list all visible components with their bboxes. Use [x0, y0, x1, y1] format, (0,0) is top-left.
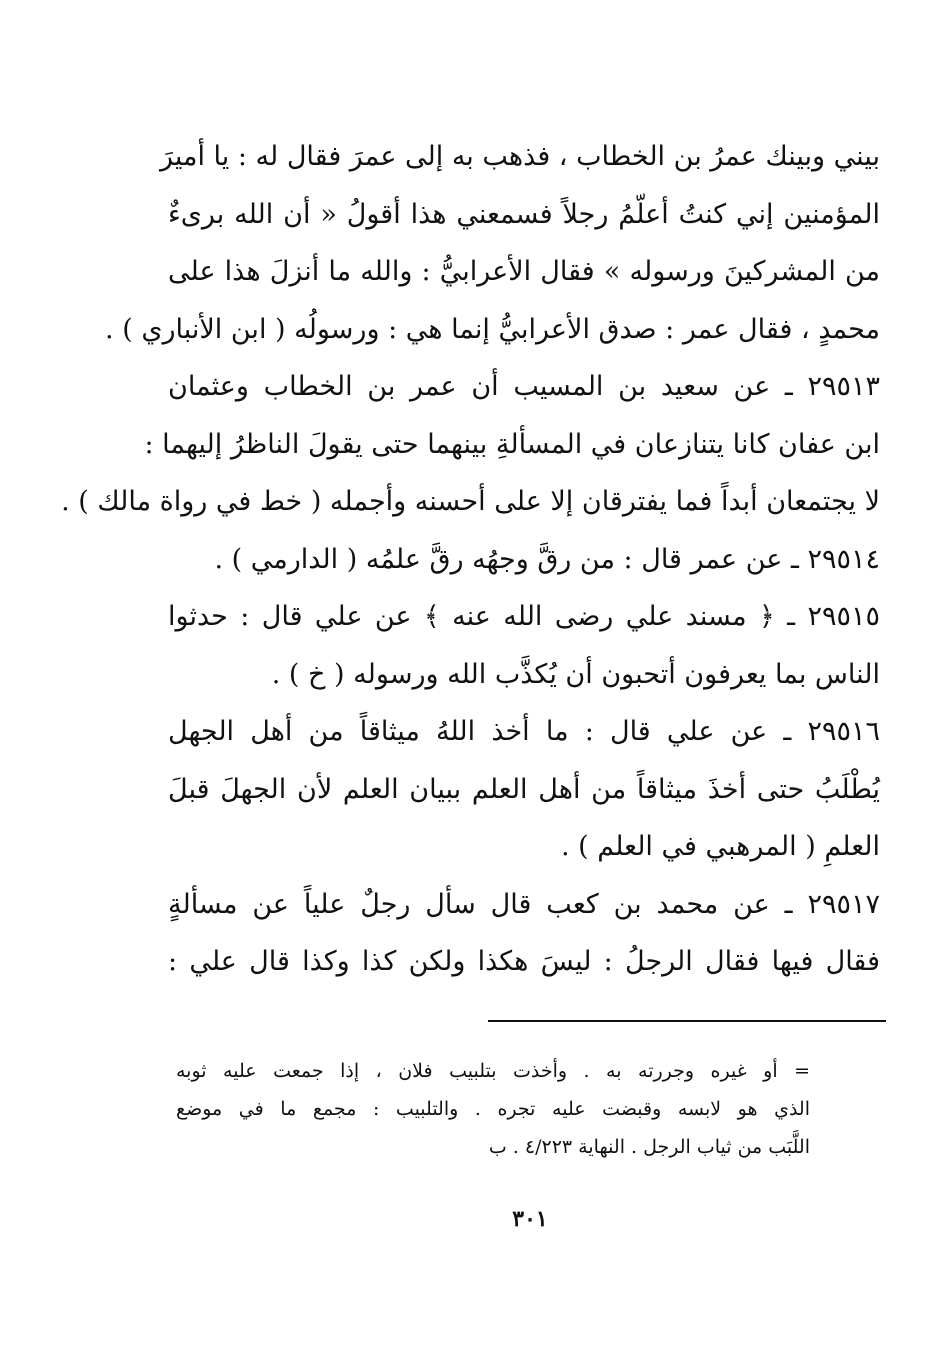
text-line: فقال فيها فقال الرجلُ : ليسَ هكذا ولكن كذا وكذا قال علي : — [168, 946, 880, 977]
text-line: ابن عفان كانا يتنازعان في المسألةِ بينهما حتى يقولَ الناظرُ إليهما : — [144, 428, 880, 460]
hadith-29517-line: ٢٩٥١٧ ـ عن محمد بن كعب قال سأل رجلٌ علياً عن مسألةٍ — [168, 888, 880, 920]
footnote-line: = أو غيره وجررته به . وأخذت بتلبيب فلان ، إذا جمعت عليه ثوبه — [176, 1060, 810, 1082]
footnote-line: اللَّبَب من ثياب الرجل . النهاية ٤/٢٢٣ . ب — [488, 1136, 810, 1158]
text-line: محمدٍ ، فقال عمر : صدق الأعرابيُّ إنما هي : ورسولُه ( ابن الأنباري ) . — [105, 313, 880, 345]
footnote-line: الذي هو لابسه وقبضت عليه تجره . والتلبيب : مجمع ما في موضع — [176, 1098, 810, 1120]
hadith-29513-line: ٢٩٥١٣ ـ عن سعيد بن المسيب أن عمر بن الخطاب وعثمان — [168, 371, 880, 402]
footnote-block — [176, 1052, 810, 1166]
text-line: بيني وبينك عمرُ بن الخطاب ، فذهب به إلى عمرَ فقال له : يا أميرَ — [159, 141, 880, 172]
text-line: لا يجتمعان أبداً فما يفترقان إلا على أحسنه وأجمله ( خط في رواة مالك ) . — [61, 486, 880, 517]
text-line: من المشركينَ ورسوله » فقال الأعرابيُّ : والله ما أنزلَ هذا على — [168, 256, 880, 287]
hadith-29516-line: ٢٩٥١٦ ـ عن علي قال : ما أخذ اللهُ ميثاقاً من أهل الجهل — [168, 716, 880, 747]
text-line: العلمِ ( المرهبي في العلم ) . — [560, 831, 880, 862]
hadith-29515-line: ٢٩٥١٥ ـ ﴿ مسند علي رضى الله عنه ﴾ عن علي قال : حدثوا — [168, 601, 880, 632]
hadith-29514-line: ٢٩٥١٤ ـ عن عمر قال : من رقَّ وجهُه رقَّ علمُه ( الدارمي ) . — [214, 543, 880, 575]
text-line: الناس بما يعرفون أتحبون أن يُكذَّب الله ورسوله ( خ ) . — [271, 658, 880, 690]
text-line: يُطْلَبُ حتى أخذَ ميثاقاً من أهل العلم ببيان العلم لأن الجهلَ قبلَ — [168, 773, 880, 805]
text-line: المؤمنين إني كنتُ أعلّمُ رجلاً فسمعني هذا أقولُ « أن الله برىءٌ — [168, 198, 880, 230]
main-text-block — [61, 128, 880, 991]
footnote-separator — [488, 1020, 886, 1022]
page-number: ٣٠١ — [512, 1206, 548, 1232]
